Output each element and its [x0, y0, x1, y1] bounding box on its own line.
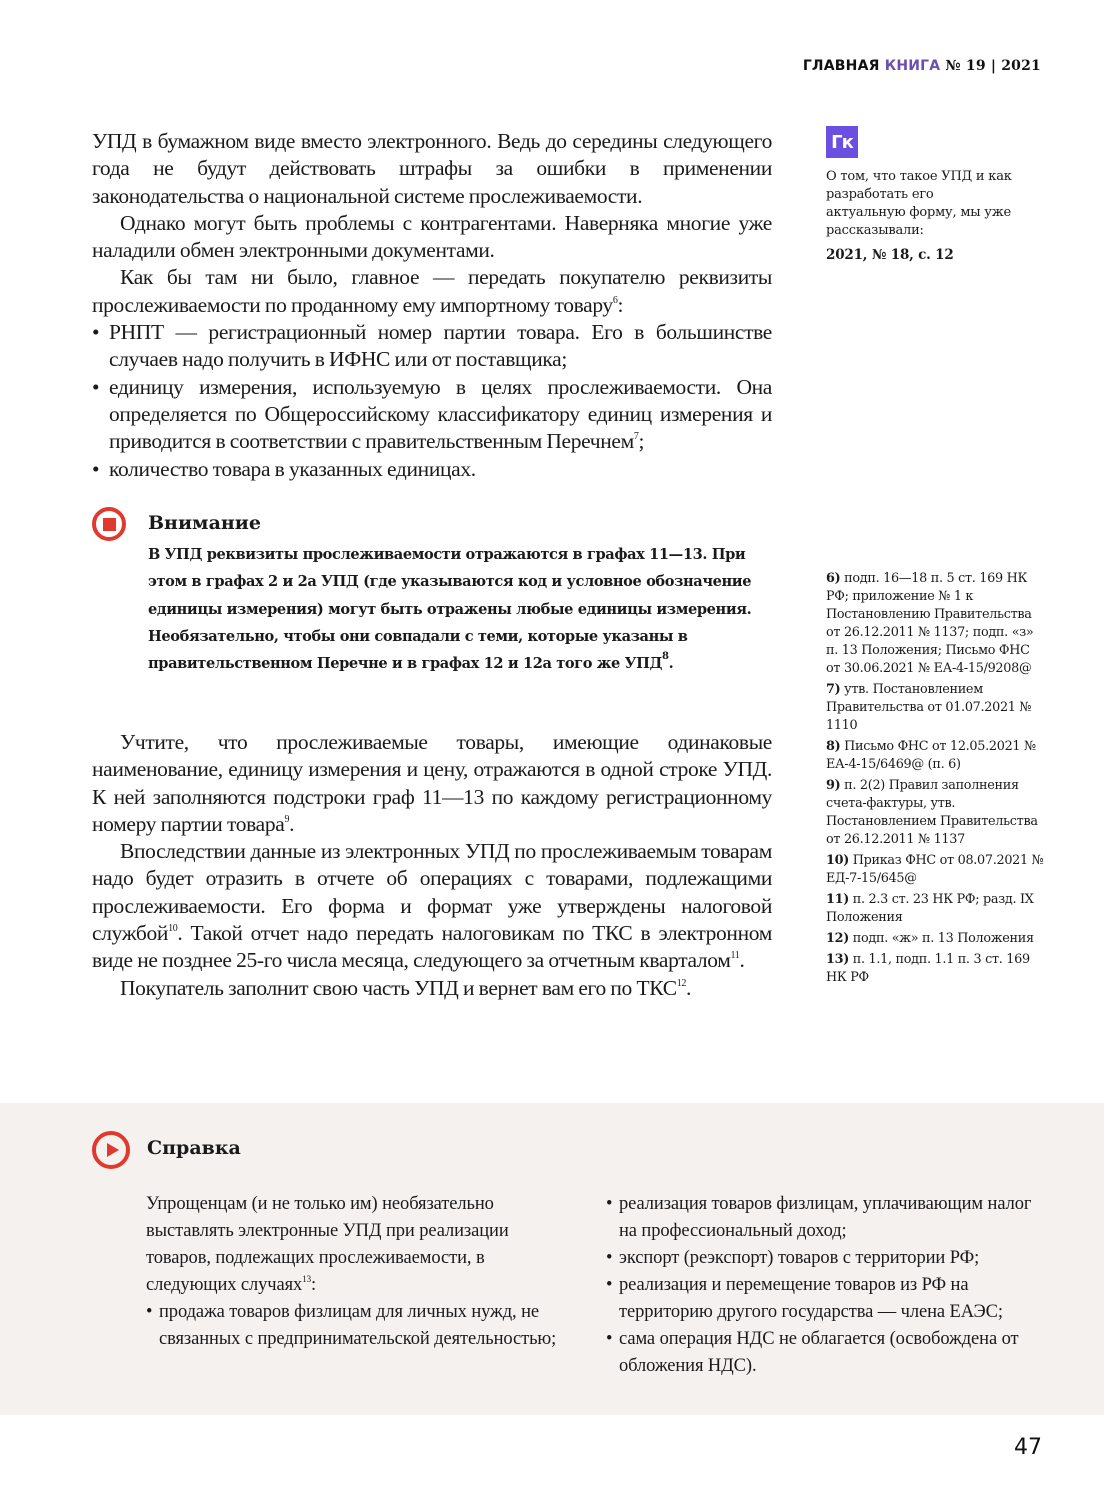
paragraph: Однако могут быть проблемы с контрагентами. Наверняка многие уже наладили обмен электронными документами.: [92, 210, 772, 263]
page-number: 47: [1014, 1435, 1042, 1460]
paragraph: УПД в бумажном виде вместо электронного. Ведь до середины следующего года не будут действовать штрафы за ошибки в применении законодательства о национальной системе прослеживаемости.: [92, 129, 772, 208]
list-item: • продажа товаров физлицам для личных нужд, не связанных с предпринимательской деятельностью;: [146, 1299, 566, 1353]
paragraph: Покупатель заполнит свою часть УПД и вернет вам его по ТКС$^{12}$.: [120, 975, 692, 1000]
gk-logo-icon: Гк: [826, 126, 858, 158]
footnote-ref[interactable]: 13: [302, 1274, 311, 1284]
reference-info-box: [0, 1103, 1104, 1415]
list-item: • реализация товаров физлицам, уплачивающим налог на профессиональный доход;: [606, 1191, 1046, 1245]
footnote: 13) п. 1.1, подп. 1.1 п. 3 ст. 169 НК РФ: [826, 952, 1030, 985]
requisites-list: [92, 319, 772, 483]
list-item: • РНПТ — регистрационный номер партии товара. Его в большинстве случаев надо получить в ИФНС или от поставщика;: [92, 319, 772, 374]
list-item: • сама операция НДС не облагается (освобождена от обложения НДС).: [606, 1326, 1046, 1380]
sidebar-note: [826, 168, 1046, 264]
footnotes-column: [826, 570, 1046, 990]
main-article-text: [92, 128, 772, 483]
magazine-header: [803, 58, 1041, 74]
exemptions-list: [146, 1299, 566, 1353]
footnote-ref[interactable]: 6: [612, 294, 618, 306]
exemptions-list: [606, 1191, 1046, 1380]
callout-title: Внимание: [148, 512, 261, 534]
brand-name-part2: КНИГА: [884, 58, 941, 74]
footnote: 12) подп. «ж» п. 13 Положения: [826, 931, 1034, 946]
info-box-left-column: [146, 1191, 566, 1353]
list-item: • единицу измерения, используемую в целях прослеживаемости. Она определяется по Общероссийскому классификатору единиц измерения и приводится в соответствии с правительственным Перечнем$^7$;: [92, 374, 772, 456]
footnote-ref[interactable]: 10: [168, 923, 178, 935]
paragraph: Учтите, что прослеживаемые товары, имеющие одинаковые наименование, единицу измерения и цену, отражаются в одной строке УПД. К ней заполняются подстроки граф 11—13 по каждому регистрационному номеру партии товара$^9$.: [92, 730, 772, 836]
footnote: 6) подп. 16—18 п. 5 ст. 169 НК РФ; приложение № 1 к Постановлению Правительства от 26.12.2011 № 1137; подп. «з» п. 13 Положения; Письмо ФНС от 30.06.2021 № ЕА-4-15/9208@: [826, 571, 1034, 676]
brand-name-part1: ГЛАВНАЯ: [802, 58, 880, 74]
sidebar-reference-link[interactable]: 2021, № 18, с. 12: [826, 247, 954, 263]
info-box-right-column: [606, 1191, 1046, 1380]
play-circle-icon: [92, 1131, 130, 1169]
paragraph: Как бы там ни было, главное — передать покупателю реквизиты прослеживаемости по проданному ему импортному товару$^6$:: [92, 265, 772, 317]
paragraph: Впоследствии данные из электронных УПД по прослеживаемым товарам надо будет отразить в отчете об операциях с товарами, подлежащими прослеживаемости. Его форма и формат уже утверждены налоговой службой$^{10}$. Такой отчет надо передать налоговикам по ТКС в электронном виде не позднее 25-го числа месяца, следующего за отчетным кварталом$^{11}$.: [92, 839, 772, 973]
footnote-ref[interactable]: 11: [730, 950, 740, 962]
footnote: 11) п. 2.3 ст. 23 НК РФ; разд. IX Положения: [826, 892, 1034, 925]
info-intro: Упрощенцам (и не только им) необязательно выставлять электронные УПД при реализации товаров, подлежащих прослеживаемости, в следующих случаях$^{13}$:: [146, 1194, 509, 1295]
footnote: 8) Письмо ФНС от 12.05.2021 № ЕА-4-15/6469@ (п. 6): [826, 739, 1036, 772]
issue-number: № 19 | 2021: [945, 58, 1041, 74]
footnote-ref[interactable]: 12: [676, 977, 687, 989]
info-box-title: Справка: [147, 1137, 241, 1159]
footnote: 10) Приказ ФНС от 08.07.2021 № ЕД-7-15/645@: [826, 853, 1044, 886]
callout-body: В УПД реквизиты прослеживаемости отражаются в графах 11—13. При этом в графах 2 и 2а УПД (где указываются код и условное обозначение единицы измерения) могут быть отражены любые единицы измерения. Необязательно, чтобы они совпадали с теми, которые указаны в правительственном Перечне и в графах 12 и 12а того же УПД$^8$.: [148, 546, 752, 673]
footnote: 9) п. 2(2) Правил заполнения счета-фактуры, утв. Постановлением Правительства от 26.12.2011 № 1137: [826, 778, 1038, 847]
list-item: • количество товара в указанных единицах.: [92, 456, 772, 483]
footnote: 7) утв. Постановлением Правительства от 01.07.2021 № 1110: [826, 682, 1032, 733]
list-item: • реализация и перемещение товаров из РФ на территорию другого государства — члена ЕАЭС;: [606, 1272, 1046, 1326]
main-article-text-continued: [92, 729, 772, 1002]
footnote-ref[interactable]: 7: [633, 431, 639, 443]
list-item: • экспорт (реэкспорт) товаров с территории РФ;: [606, 1245, 1046, 1272]
sidebar-note-text: О том, что такое УПД и как разработать его актуальную форму, мы уже рассказывали:: [826, 169, 1012, 238]
footnote-ref[interactable]: 8: [662, 651, 669, 663]
footnote-ref[interactable]: 9: [284, 813, 290, 825]
stop-square-icon: [92, 507, 126, 541]
